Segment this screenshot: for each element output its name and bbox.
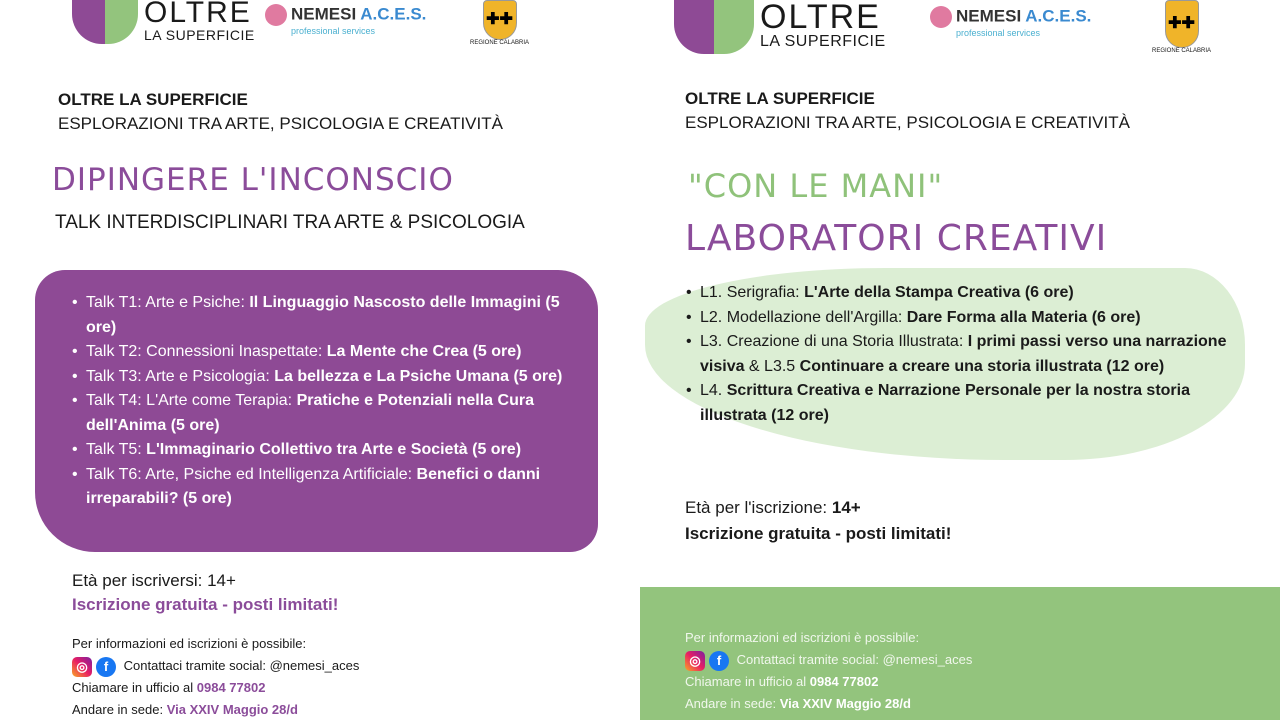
list-item: • Talk T4: L'Arte come Terapia: Pratiche e Potenziali nella Cura dell'Anima (5 ore)	[72, 389, 592, 438]
age-requirement: Età per l'iscrizione: 14+	[685, 498, 861, 517]
title: OLTRE LA SUPERFICIE	[58, 90, 248, 109]
age-requirement: Età per iscriversi: 14+	[72, 571, 236, 590]
brain-icon	[674, 0, 754, 54]
brain-icon	[72, 0, 138, 44]
free-registration: Iscrizione gratuita - posti limitati!	[685, 524, 952, 543]
headline-laboratori: LABORATORI CREATIVI	[685, 218, 1108, 259]
list-item: • L2. Modellazione dell'Argilla: Dare Forma alla Materia (6 ore)	[686, 306, 1246, 331]
phone: 0984 77802	[196, 680, 266, 695]
facebook-icon[interactable]: f	[709, 651, 729, 671]
nemesi-logo: NEMESI A.C.E.S. professional services	[930, 6, 1091, 38]
instagram-icon[interactable]: ◎	[685, 651, 705, 671]
list-item: • Talk T5: L'Immaginario Collettivo tra Arte e Società (5 ore)	[72, 438, 592, 463]
list-item: • L4. Scrittura Creativa e Narrazione Personale per la nostra storia illustrata (12 ore)	[686, 379, 1246, 428]
list-item: • Talk T2: Connessioni Inaspettate: La Mente che Crea (5 ore)	[72, 340, 592, 365]
free-registration: Iscrizione gratuita - posti limitati!	[72, 595, 339, 614]
workshop-list	[686, 281, 1246, 428]
instagram-icon[interactable]: ◎	[72, 657, 92, 677]
oltre-logo: OLTRE LA SUPERFICIE	[72, 0, 255, 44]
headline: DIPINGERE L'INCONSCIO	[52, 162, 454, 198]
address: Via XXIV Maggio 28/d	[779, 696, 911, 711]
nemesi-logo: NEMESI A.C.E.S. professional services	[265, 4, 426, 36]
list-item: • Talk T1: Arte e Psiche: Il Linguaggio Nascosto delle Immagini (5 ore)	[72, 291, 592, 340]
list-item: • L3. Creazione di una Storia Illustrata: I primi passi verso una narrazione visiva & L3.5 Continuare a creare una storia illustrata (12 ore)	[686, 330, 1246, 379]
subtitle: ESPLORAZIONI TRA ARTE, PSICOLOGIA E CREATIVITÀ	[58, 114, 503, 133]
list-item: • L1. Serigrafia: L'Arte della Stampa Creativa (6 ore)	[686, 281, 1246, 306]
facebook-icon[interactable]: f	[96, 657, 116, 677]
address: Via XXIV Maggio 28/d	[166, 702, 298, 717]
subtitle: ESPLORAZIONI TRA ARTE, PSICOLOGIA E CREATIVITÀ	[685, 113, 1130, 132]
contact-info: Per informazioni ed iscrizioni è possibile: ◎ f Contattaci tramite social: @nemesi_aces Chiamare in ufficio al 0984 77802 Andare in sede: Via XXIV Maggio 28/d	[685, 630, 973, 711]
tagline: TALK INTERDISCIPLINARI TRA ARTE & PSICOLOGIA	[55, 212, 525, 233]
talk-list	[72, 291, 592, 512]
oltre-logo: OLTRE LA SUPERFICIE	[674, 0, 886, 54]
poster-workshops	[640, 0, 1280, 720]
title: OLTRE LA SUPERFICIE	[685, 89, 875, 108]
headline-con-le-mani: "CON LE MANI"	[688, 167, 944, 205]
region-crest: ✚✚ REGIONE CALABRIA	[1152, 0, 1211, 54]
phone: 0984 77802	[809, 674, 879, 689]
region-crest: ✚✚ REGIONE CALABRIA	[470, 0, 529, 46]
contact-info: Per informazioni ed iscrizioni è possibile: ◎ f Contattaci tramite social: @nemesi_aces Chiamare in ufficio al 0984 77802 Andare in sede: Via XXIV Maggio 28/d	[72, 636, 360, 717]
list-item: • Talk T6: Arte, Psiche ed Intelligenza Artificiale: Benefici o danni irreparabili? (5 ore)	[72, 463, 592, 512]
list-item: • Talk T3: Arte e Psicologia: La bellezza e La Psiche Umana (5 ore)	[72, 365, 592, 390]
